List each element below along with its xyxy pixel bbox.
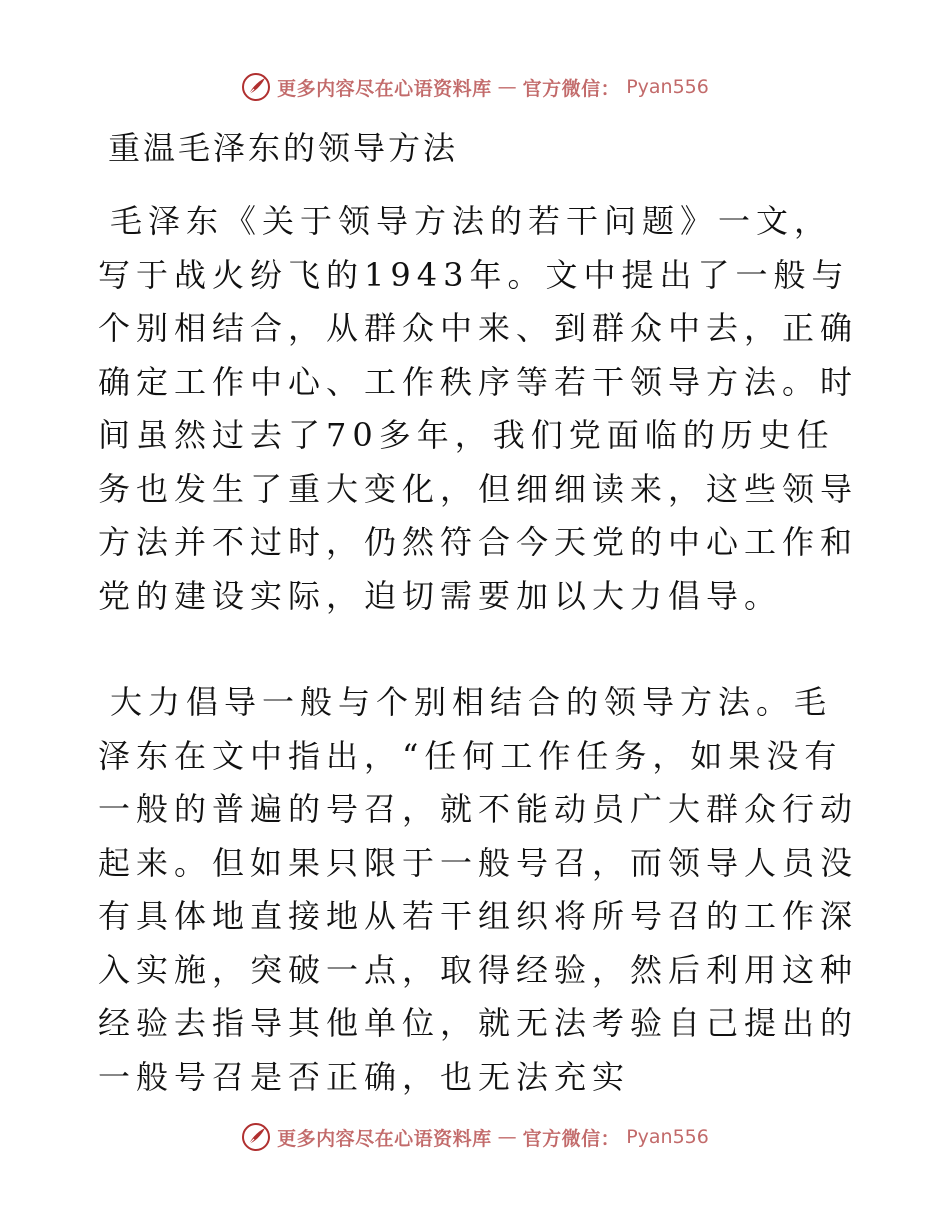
watermark-official: 官方微信： — [522, 77, 621, 100]
watermark-separator: — — [497, 76, 517, 98]
feather-pen-logo-icon — [241, 1122, 271, 1152]
watermark-separator: — — [497, 1126, 517, 1148]
paragraph-1: 毛泽东《关于领导方法的若干问题》一文，写于战火纷飞的1943年。文中提出了一般与个别相结合，从群众中来、到群众中去，正确确定工作中心、工作秩序等若干领导方法。时间虽然过去了70多年，我们党面临的历史任务也发生了重大变化，但细细读来，这些领导方法并不过时，仍然符合今天党的中心工作和党的建设实际，迫切需要加以大力倡导。 — [98, 202, 859, 615]
watermark-handle: Pyan556 — [626, 1126, 709, 1148]
watermark-handle: Pyan556 — [626, 76, 709, 98]
header-watermark — [0, 72, 950, 102]
watermark-official: 官方微信： — [522, 1127, 621, 1150]
footer-watermark — [0, 1122, 950, 1152]
watermark-text: 更多内容尽在心语资料库 — [277, 77, 492, 100]
watermark-text: 更多内容尽在心语资料库 — [277, 1127, 492, 1150]
paragraph-2: 大力倡导一般与个别相结合的领导方法。毛泽东在文中指出，“任何工作任务，如果没有一般的普遍的号召，就不能动员广大群众行动起来。但如果只限于一般号召，而领导人员没有具体地直接地从若干组织将所号召的工作深入实施，突破一点，取得经验，然后利用这种经验去指导其他单位，就无法考验自己提出的一般号召是否正确，也无法充实 — [98, 683, 859, 1096]
feather-pen-logo-icon — [241, 72, 271, 102]
document-title: 重温毛泽东的领导方法 — [108, 129, 459, 167]
